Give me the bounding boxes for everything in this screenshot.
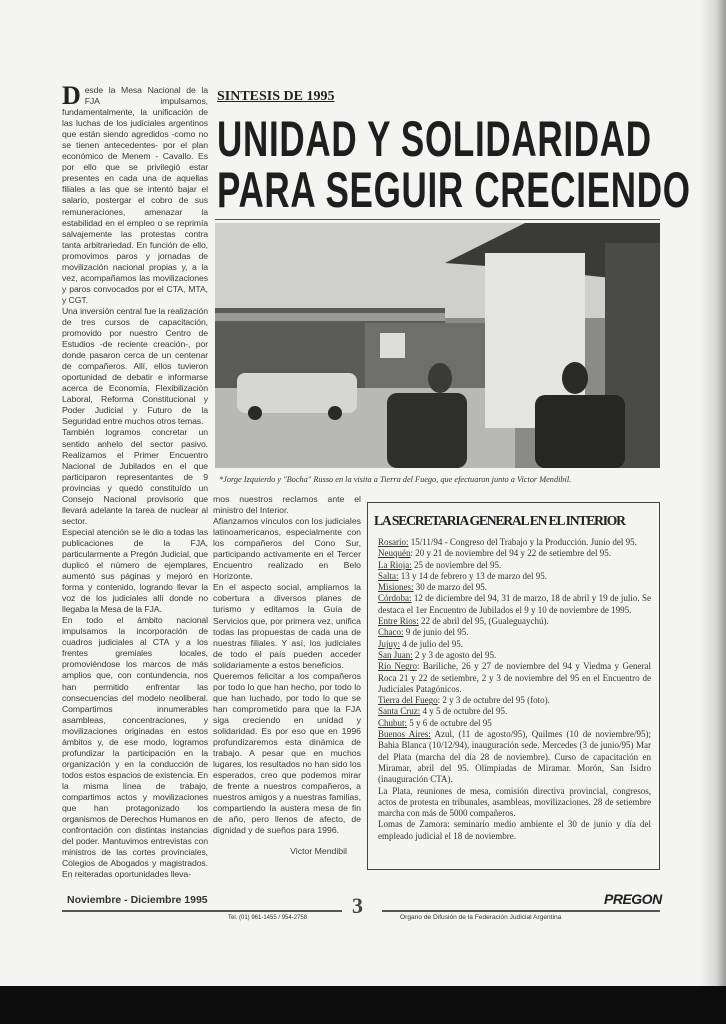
box-title: LA SECRETARIA GENERAL EN EL INTERIOR [374, 513, 625, 528]
entry-text: Lomas de Zamora: seminario medio ambiente el 30 de junio y día del empleado judicial el 18 de noviembre. [378, 819, 651, 841]
middle-column [213, 494, 361, 858]
entry-item [378, 639, 651, 650]
entry-text: 30 de marzo del 95. [413, 582, 487, 593]
entry-text: 5 y 6 de octubre del 95 [407, 717, 492, 728]
entry-item [378, 661, 651, 695]
entry-text: 4 y 5 de octubre del 95. [420, 706, 508, 717]
footer-rule-left [62, 910, 342, 912]
entry-text: 13 y 14 de febrero y 13 de marzo del 95. [398, 570, 547, 581]
paragraph: Una inversión central fue la realización de tres cursos de capacitación, promovido por nuestro Centro de Estudios -de reciente creación-, por donde pasaron cerca de un centenar de compañeros. Allí, ellos tuvieron oportunidad de debatir e informarse acerca de Economía, Flexibilización Laboral, Reforma Constitucional y Poder Judicial y Futuro de la Seguridad entre muchos otros temas. [62, 305, 208, 427]
entry-text: Azul, (11 de agosto/95), Quilmes (10 de noviembre/95); Bahia Blanca (10/12/94), inauguración sede. Mercedes (3 de junio/95) Mar del Plata (marcha del día 28 de noviembre). Curso de capacitación en Miramar, abril del 95. Olimpiadas de Miramar. Morón, San Isidro (inauguración CTA). [378, 729, 651, 785]
entry-item [378, 571, 651, 582]
entry-item [378, 650, 651, 661]
headline-line-2: PARA SEGUIR CRECIENDO [217, 162, 691, 218]
left-column [62, 81, 208, 880]
paragraph: mos nuestros reclamos ante el ministro del Interior. [213, 494, 361, 516]
entry-place: Entre Ríos: [378, 616, 419, 627]
entry-text: 2 y 3 de agosto del 95. [412, 649, 497, 660]
entry-text: 9 de junio del 95. [403, 627, 469, 638]
entry-place: Río Negro [378, 661, 417, 672]
signature: Victor Mendibil [290, 846, 347, 857]
entry-text: 15/11/94 - Congreso del Trabajo y la Producción. Junio del 95. [408, 537, 637, 547]
paragraph: Afianzamos vínculos con los judiciales latinoamericanos, especialmente con los compañeros del Cono Sur, participando activamente en el Tercer Encuentro realizado en Belo Horizonte. [213, 516, 361, 582]
entry-text: : 2 y 3 de octubre del 95 (foto). [437, 695, 550, 706]
paragraph: Queremos felicitar a los compañeros por todo lo que han hecho, por todo lo que han luchado, por todo lo que se han comprometido para que la FJA siga creciendo en unidad y solidaridad. Es por eso que en 1996 profundizaremos esta dinámica de trabajo. A pesar que en muchos lugares, los resultados no han sido los esperados, creo que podemos mirar de frente a nuestros compañeros, a nuestros amigos y a nuestras familias, compartiendo la austera mesa de fin de año, pero llenos de afecto, de dignidad y de sueños para 1996. [213, 670, 361, 836]
entry-text: 12 de diciembre del 94, 31 de marzo, 18 de abril y 19 de julio. Se destaca el 1er Encuentro de Jubilados el 9 y 10 de noviembre de 1995. [378, 593, 651, 615]
entry-place: Tierra del Fuego [378, 695, 438, 706]
divider [215, 219, 660, 220]
page-number: 3 [352, 893, 363, 918]
entry-item [378, 548, 651, 559]
entry-item [378, 616, 651, 627]
news-photo [215, 223, 660, 468]
entry-item [378, 695, 651, 706]
footer-rule-right [382, 910, 660, 912]
phone: Tel. (01) 961-1455 / 954-2758 [228, 915, 308, 921]
entry-text: : Bariliche, 26 y 27 de noviembre del 94 y Viedma y General Roca 21 y 22 de setiembre, 2 y 3 de noviembre del 95 en el Encuentro de Judiciales Patagónicos. [378, 661, 652, 694]
sidebar-box [367, 502, 660, 870]
headline-line-1: UNIDAD Y SOLIDARIDAD [217, 111, 652, 167]
entry-place: Santa Cruz: [378, 706, 421, 717]
entry-place: Chubut: [378, 717, 408, 728]
entry-place: La Rioja: [378, 559, 412, 570]
entry-text: La Plata, reuniones de mesa, comisión directiva provincial, congresos, actos de protesta en tribunales, asambleas, movilizaciones. 28 de setiembre marcha con más de 5000 compañeros. [378, 785, 651, 819]
paragraph: En el aspecto social, ampliamos la cobertura a diversos planes de turismo y editamos la Guía de Servicios que, por primera vez, unifica todas las propuestas de cada una de nuestras filiales. Y así, los judiciales de todo el país pueden acceder solidariamente a estos beneficios. [213, 582, 361, 670]
scan-edge-shadow [700, 0, 726, 990]
entry-place: Chaco: [378, 627, 404, 638]
pregon-logo: PREGON [604, 891, 662, 907]
entry-item [378, 819, 651, 842]
photo-illustration [215, 223, 660, 468]
entry-place: San Juan: [378, 649, 413, 660]
entry-text: 22 de abril del 95, (Gualeguaychú). [418, 616, 549, 627]
paragraph: Especial atención se le dio a todas las publicaciones de la FJA, particularmente a Pregón Judicial, que duplicó el número de ejemplares, aumentó sus páginas y mejoró en forma y contenido, logrando llevar la voz de los judiciales allí donde no llegaba la Mesa de la FJA. [62, 526, 208, 615]
entry-text: 4 de julio del 95. [400, 638, 464, 649]
entry-item [378, 786, 651, 820]
entry-place: Neuquén [378, 548, 411, 559]
entry-place: Córdoba: [378, 593, 412, 604]
section-kicker: SINTESIS DE 1995 [217, 89, 335, 104]
entry-item [378, 560, 651, 571]
entry-item [378, 706, 651, 717]
entry-place: Jujuy: [378, 638, 401, 649]
paragraph: También logramos concretar un sentido anhelo del sector pasivo. Realizamos el Primer Encuentro Nacional de Jubilados en el que participaron representantes de 9 provincias y quedó constituído un Consejo Nacional provisorio que llevará adelante la tarea de nuclear al sector. [62, 427, 208, 526]
drop-cap: D [62, 81, 81, 110]
entry-item [378, 593, 651, 616]
entry-place: Salta: [378, 570, 399, 581]
entry-place: Misiones: [378, 582, 414, 593]
entry-place: Buenos Aires: [378, 729, 431, 740]
entry-place: Rosario: [378, 537, 409, 547]
scan-border [0, 986, 726, 1024]
paragraph: En todo el ámbito nacional impulsamos la incorporación de cuadros judiciales al CTA y a los frentes gremiales locales, promoviéndose los marcos de más amplios que, con contundencia, nos han permitido enfrentar las consecuencias del modelo neoliberal. Compartimos innumerables asambleas, concentraciones, y movilizaciones originadas en estos ámbitos y, de ese modo, logramos profundizar la participación en la organización y en la conducción de todos estos espacios de existencia. En la misma línea de trabajo, compartimos actos y movilizaciones que han protagonizado los organismos de Derechos Humanos en confrontación con distintas instancias del poder. Mantuvimos entrevistas con ministros de las cortes provinciales, Colegios de Abogados y magistrados. En reiteradas oportunidades lleva- [62, 615, 208, 880]
entry-item [378, 627, 651, 638]
entry-item [378, 729, 651, 785]
entry-text: : 20 y 21 de noviembre del 94 y 22 de setiembre del 95. [410, 548, 611, 559]
issue-date: Noviembre - Diciembre 1995 [67, 894, 208, 906]
photo-caption: *Jorge Izquierdo y "Bocha" Russo en la visita a Tierra del Fuego, que efectuaron junto a Victor Mendibil. [219, 475, 572, 484]
publisher-line: Organo de Difusión de la Federación Judicial Argentina [400, 914, 562, 921]
entries-list [368, 537, 659, 842]
entry-item [378, 582, 651, 593]
entry-item [378, 537, 651, 548]
entry-item [378, 718, 651, 729]
entry-text: 25 de noviembre del 95. [411, 559, 502, 570]
paragraph: Desde la Mesa Nacional de la FJA impulsamos, fundamentalmente, la unificación de las luchas de los judiciales argentinos que están siendo agredidos -como no se tienen antecedentes- por el plan económico de Menem - Cavallo. Es por ello que se privilegió estar presentes en cada una de aquellas filiales a las que se intentó bajar el salario, postergar el cobro de sus remuneraciones, amenazar la estabilidad en el empleo o se reprimía salvajemente las protestas contra tanta arbitrariedad. En función de ello, promovimos paros y jornadas de movilización nacional propias y, a la vez, acompañamos las movilizaciones y paros convocados por el CTA, MTA, y CGT. [62, 81, 208, 305]
